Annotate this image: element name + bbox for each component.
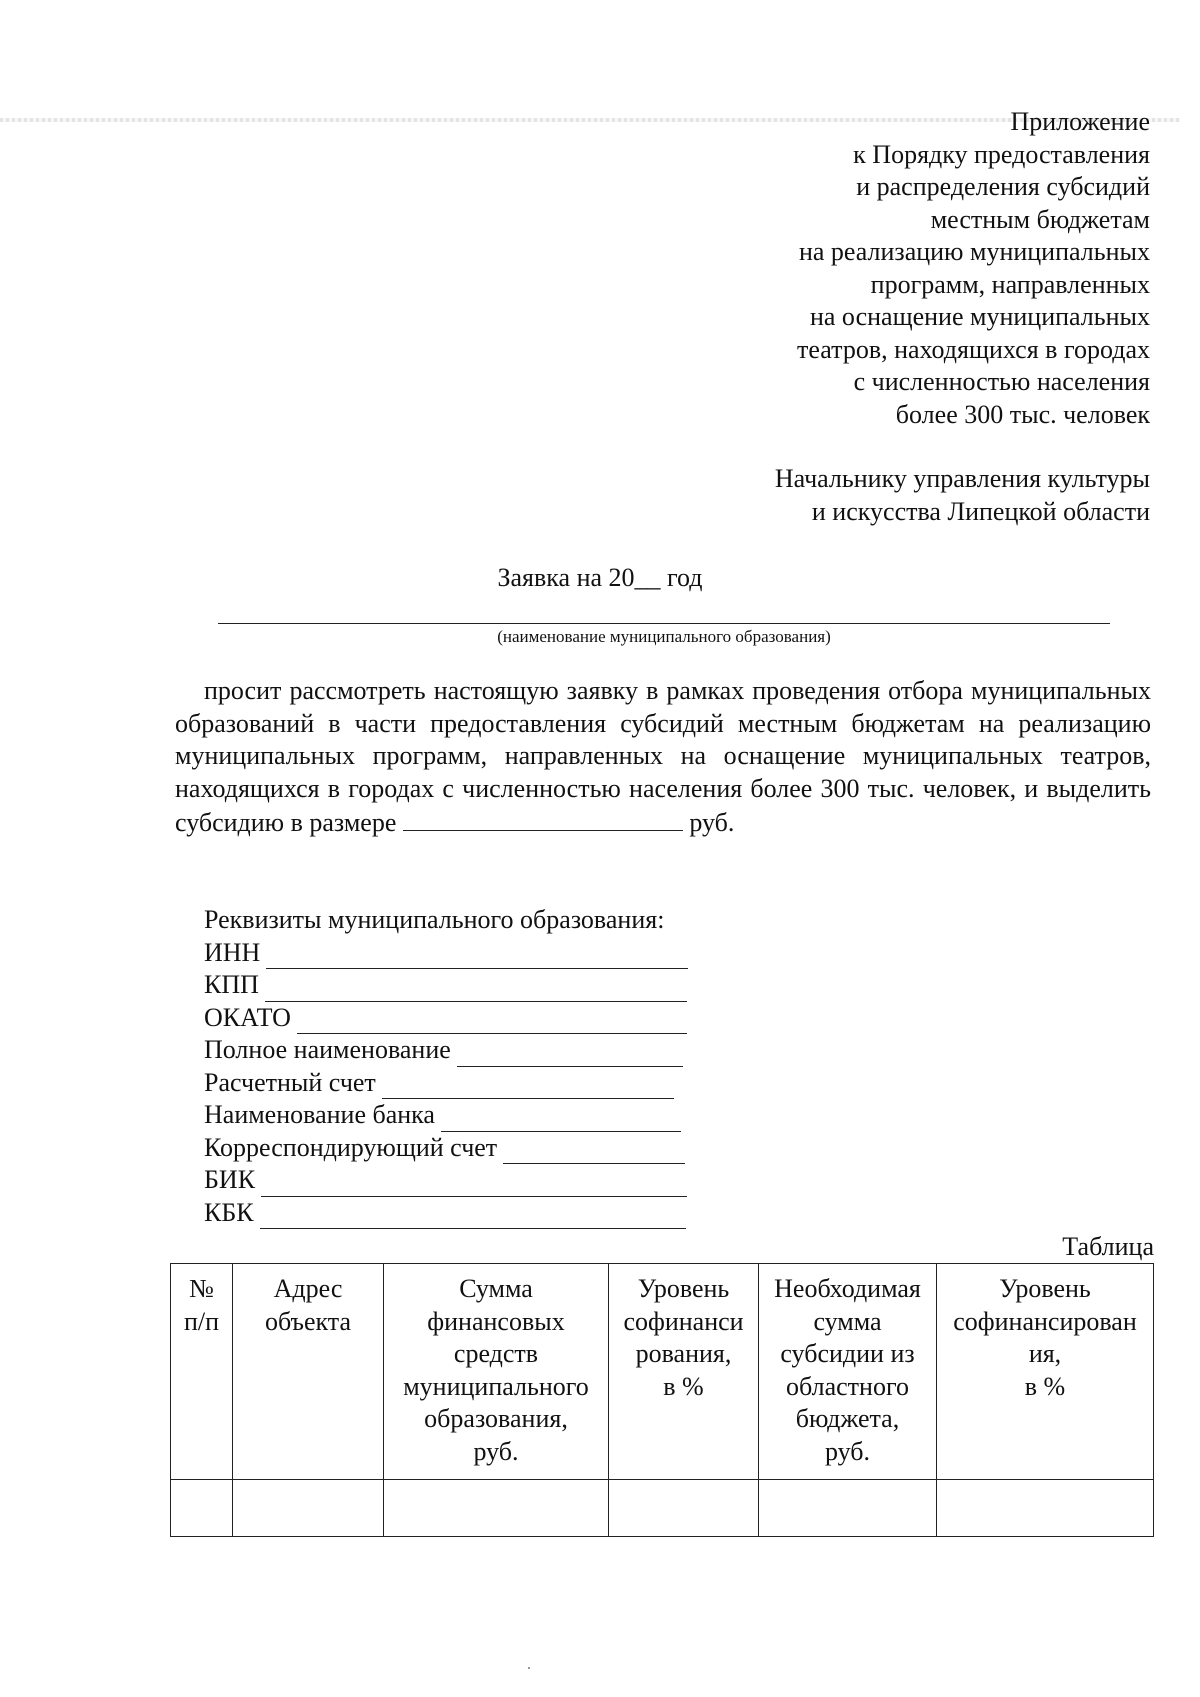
requisite-label: Полное наименование <box>204 1035 451 1064</box>
table-cell[interactable] <box>384 1480 609 1537</box>
column-header-label: Необходимая сумма субсидии из областного бюджета, руб. <box>774 1274 921 1466</box>
corr-account-blank[interactable] <box>503 1139 685 1164</box>
column-header <box>759 1264 937 1480</box>
kbk-blank[interactable] <box>260 1204 686 1229</box>
header-line: местным бюджетам <box>930 204 1150 234</box>
table-header-row <box>171 1264 1154 1480</box>
requisite-row-inn <box>204 937 764 970</box>
column-header <box>609 1264 759 1480</box>
column-header-label: № п/п <box>183 1274 220 1336</box>
account-blank[interactable] <box>382 1074 674 1099</box>
currency-unit: руб. <box>689 807 735 837</box>
header-line: на реализацию муниципальных <box>798 237 1150 266</box>
requisite-row-kpp <box>204 969 764 1002</box>
header-line: с численностью населения <box>853 367 1150 396</box>
requisite-label: ОКАТО <box>204 1002 291 1032</box>
requisite-label: Корреспондирующий счет <box>204 1132 498 1162</box>
addressee-line: и искусства Липецкой области <box>811 497 1150 526</box>
column-header <box>233 1264 384 1480</box>
requisite-label: БИК <box>204 1165 256 1194</box>
table-cell[interactable] <box>233 1480 384 1537</box>
table-caption: Таблица <box>1062 1232 1154 1261</box>
requisite-row-kbk <box>204 1197 764 1230</box>
requisite-row-full-name <box>204 1034 764 1067</box>
document-title: Заявка на 20__ год <box>497 563 703 592</box>
requisite-label: ИНН <box>204 937 261 967</box>
column-header <box>171 1264 233 1480</box>
scan-artifact-dot <box>528 1667 530 1669</box>
column-header <box>937 1264 1154 1480</box>
requisite-label: Расчетный счет <box>204 1067 376 1097</box>
header-line: на оснащение муниципальных <box>809 302 1150 331</box>
municipality-name-blank[interactable] <box>218 623 1110 624</box>
header-line: и распределения субсидий <box>856 172 1150 201</box>
requisites-block <box>204 904 764 1229</box>
requisites-heading: Реквизиты муниципального образования: <box>204 905 665 934</box>
requisite-row-bik <box>204 1164 764 1197</box>
full-name-blank[interactable] <box>457 1042 683 1067</box>
column-header <box>384 1264 609 1480</box>
requisite-row-corr-account <box>204 1132 764 1165</box>
header-line: Приложение <box>1010 107 1150 136</box>
header-line: более 300 тыс. человек <box>895 399 1150 429</box>
table-cell[interactable] <box>937 1480 1154 1537</box>
table-cell[interactable] <box>759 1480 937 1537</box>
okato-blank[interactable] <box>297 1009 687 1034</box>
subsidy-amount-blank[interactable] <box>403 806 683 831</box>
requisite-label: КБК <box>204 1197 254 1227</box>
addressee-line: Начальнику управления культуры <box>774 464 1150 493</box>
subsidy-table <box>170 1263 1154 1537</box>
requisite-row-account <box>204 1067 764 1100</box>
header-line: театров, находящихся в городах <box>797 334 1150 364</box>
addressee-block <box>590 462 1150 528</box>
table-cell[interactable] <box>171 1480 233 1537</box>
table-row <box>171 1480 1154 1537</box>
request-text: просит рассмотреть настоящую заявку в рамках проведения отбора муниципальных образований в части предоставления субсидий местным бюджетам на реализацию муниципальных программ, направленных на оснащение муниципальных театров, находящихся в городах с численностью населения более 300 тыс. человек, и выделить субсидию в размере <box>175 676 1151 837</box>
requisite-row-bank <box>204 1099 764 1132</box>
header-line: к Порядку предоставления <box>853 139 1150 169</box>
column-header-label: Уровень софинансирован ия, в % <box>953 1274 1137 1401</box>
header-line: программ, направленных <box>870 269 1150 299</box>
request-paragraph <box>175 675 1151 840</box>
table-cell[interactable] <box>609 1480 759 1537</box>
requisite-label: КПП <box>204 970 259 999</box>
column-header-label: Адрес объекта <box>264 1274 352 1336</box>
column-header-label: Уровень софинанси рования, в % <box>623 1274 744 1401</box>
appendix-header <box>590 106 1150 431</box>
municipality-name-caption: (наименование муниципального образования) <box>497 627 831 646</box>
bank-name-blank[interactable] <box>441 1107 681 1132</box>
inn-blank[interactable] <box>266 944 688 969</box>
kpp-blank[interactable] <box>265 977 687 1002</box>
bik-blank[interactable] <box>261 1172 687 1197</box>
requisite-label: Наименование банка <box>204 1100 435 1129</box>
requisite-row-okato <box>204 1002 764 1035</box>
column-header-label: Сумма финансовых средств муниципального образования, руб. <box>403 1274 589 1466</box>
